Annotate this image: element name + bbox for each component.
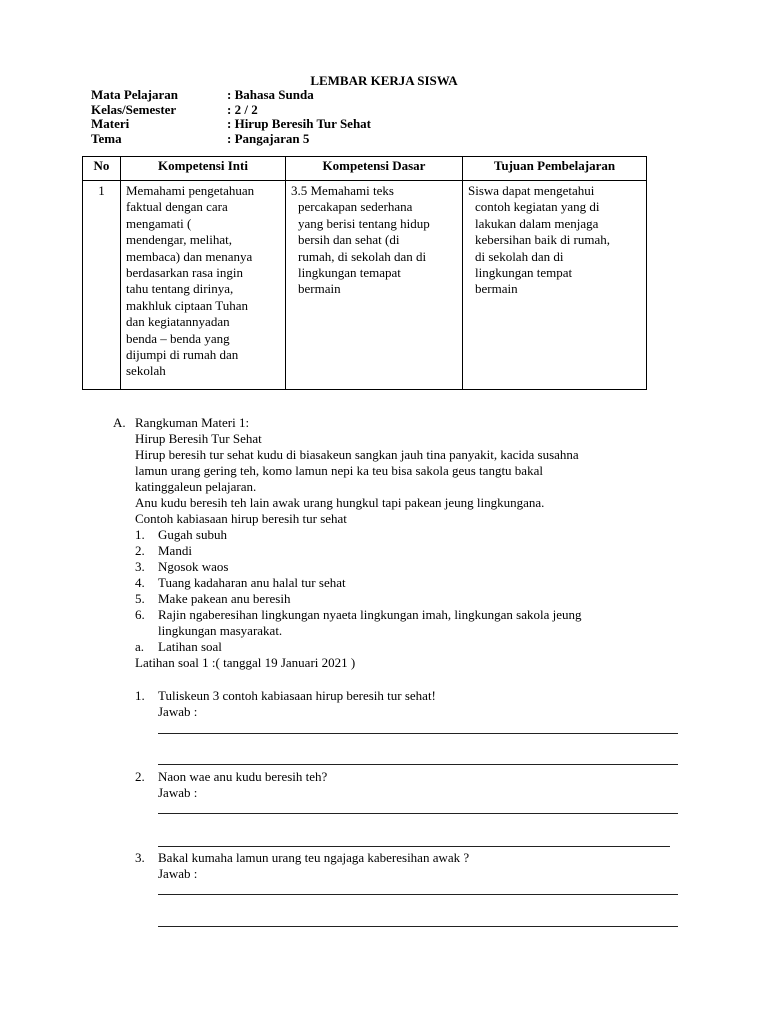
table-row [83, 181, 647, 390]
cell-line: sekolah [126, 363, 166, 379]
meta-value: : Bahasa Sunda [227, 87, 314, 102]
list-number: 6. [135, 607, 145, 622]
meta-value: : Pangajaran 5 [227, 130, 310, 146]
list-item: Make pakean anu beresih [158, 591, 291, 606]
paragraph-line: Contoh kabiasaan hirup beresih tur sehat [135, 511, 347, 526]
list-item-continuation: lingkungan masyarakat. [158, 623, 283, 638]
answer-label: Jawab : [158, 785, 198, 800]
meta-row-theme [91, 132, 371, 147]
meta-key: Tema [91, 130, 122, 146]
list-item: Gugah subuh [158, 527, 227, 542]
cell-line: bersih dan sehat (di [298, 232, 400, 248]
list-number: 2. [135, 543, 145, 558]
page-title: LEMBAR KERJA SISWA [310, 73, 458, 88]
meta-value: : Hirup Beresih Tur Sehat [227, 116, 371, 131]
cell-line: kebersihan baik di rumah, [475, 232, 611, 248]
question-number: 1. [135, 688, 145, 703]
cell-line: dan kegiatannyadan [126, 314, 230, 330]
cell-line: faktual dengan cara [126, 199, 228, 215]
paragraph-line: katinggaleun pelajaran. [135, 479, 257, 494]
list-item: Rajin ngaberesihan lingkungan nyaeta lingkungan imah, lingkungan sakola jeung [158, 607, 582, 622]
cell-line: contoh kegiatan yang di [475, 199, 600, 215]
meta-key: Kelas/Semester [91, 101, 177, 117]
question-text: Tuliskeun 3 contoh kabiasaan hirup beresih tur sehat! [158, 688, 436, 703]
section-marker: A. [113, 415, 126, 430]
answer-label: Jawab : [158, 704, 198, 719]
cell-kompetensi-inti [121, 181, 286, 390]
cell-line: 3.5 Memahami teks [291, 183, 394, 198]
cell-line: berdasarkan rasa ingin [126, 265, 243, 281]
paragraph-line: lamun urang gering teh, komo lamun nepi ka teu bisa sakola geus tangtu bakal [135, 463, 543, 478]
sub-heading: Latihan soal [158, 639, 222, 654]
paragraph-line: Anu kudu beresih teh lain awak urang hungkul tapi pakean jeung lingkungana. [135, 495, 545, 510]
answer-line[interactable] [158, 926, 678, 927]
answer-label: Jawab : [158, 866, 198, 881]
cell-line: lingkungan tempat [475, 265, 573, 281]
cell-line: makhluk ciptaan Tuhan [126, 297, 249, 313]
answer-line[interactable] [158, 764, 678, 765]
meta-key: Mata Pelajaran [91, 87, 179, 102]
table-header-row [83, 157, 647, 181]
list-number: 4. [135, 575, 145, 590]
list-item: Mandi [158, 543, 192, 558]
cell-line: tahu tentang dirinya, [126, 281, 234, 297]
cell-line: lingkungan temapat [298, 265, 401, 281]
list-number: 3. [135, 559, 145, 574]
cell-line: yang berisi tentang hidup [298, 215, 430, 231]
cell-kompetensi-dasar [286, 181, 463, 390]
header-kompetensi-dasar: Kompetensi Dasar [286, 157, 463, 181]
answer-line[interactable] [158, 894, 678, 895]
sub-marker: a. [135, 639, 145, 654]
meta-row-subject [91, 88, 371, 103]
cell-no: 1 [83, 181, 121, 390]
paragraph-line: Hirup beresih tur sehat kudu di biasakeun sangkan jauh tina panyakit, kacida susahna [135, 447, 579, 462]
cell-line: rumah, di sekolah dan di [298, 248, 427, 264]
answer-line[interactable] [158, 733, 678, 734]
meta-value: : 2 / 2 [227, 101, 258, 117]
meta-row-class [91, 103, 371, 118]
cell-line: Memahami pengetahuan [126, 183, 255, 198]
question-number: 3. [135, 850, 145, 865]
meta-key: Materi [91, 116, 130, 131]
metadata-block [91, 88, 371, 146]
cell-line: dijumpi di rumah dan [126, 347, 239, 363]
cell-line: percakapan sederhana [298, 199, 413, 215]
header-no: No [83, 157, 121, 181]
question-text: Naon wae anu kudu beresih teh? [158, 769, 328, 784]
cell-line: bermain [298, 281, 341, 297]
section-subheading: Hirup Beresih Tur Sehat [135, 431, 262, 446]
cell-line: mengamati ( [126, 215, 192, 231]
list-item: Ngosok waos [158, 559, 229, 574]
answer-line[interactable] [158, 846, 670, 847]
cell-line: lakukan dalam menjaga [475, 215, 599, 231]
cell-line: Siswa dapat mengetahui [468, 183, 595, 198]
cell-line: benda – benda yang [126, 330, 230, 346]
header-tujuan: Tujuan Pembelajaran [463, 157, 647, 181]
list-number: 1. [135, 527, 145, 542]
cell-line: di sekolah dan di [475, 248, 564, 264]
question-number: 2. [135, 769, 145, 784]
cell-line: membaca) dan menanya [126, 248, 253, 264]
list-item: Tuang kadaharan anu halal tur sehat [158, 575, 346, 590]
cell-tujuan [463, 181, 647, 390]
section-heading: Rangkuman Materi 1: [135, 415, 250, 430]
header-kompetensi-inti: Kompetensi Inti [121, 157, 286, 181]
competency-table [82, 156, 647, 390]
answer-line[interactable] [158, 813, 678, 814]
question-text: Bakal kumaha lamun urang teu ngajaga kaberesihan awak ? [158, 850, 470, 865]
meta-row-material [91, 117, 371, 132]
exercise-title: Latihan soal 1 :( tanggal 19 Januari 2021 ) [135, 655, 356, 670]
cell-line: bermain [475, 281, 518, 297]
list-number: 5. [135, 591, 145, 606]
cell-line: mendengar, melihat, [126, 232, 232, 248]
